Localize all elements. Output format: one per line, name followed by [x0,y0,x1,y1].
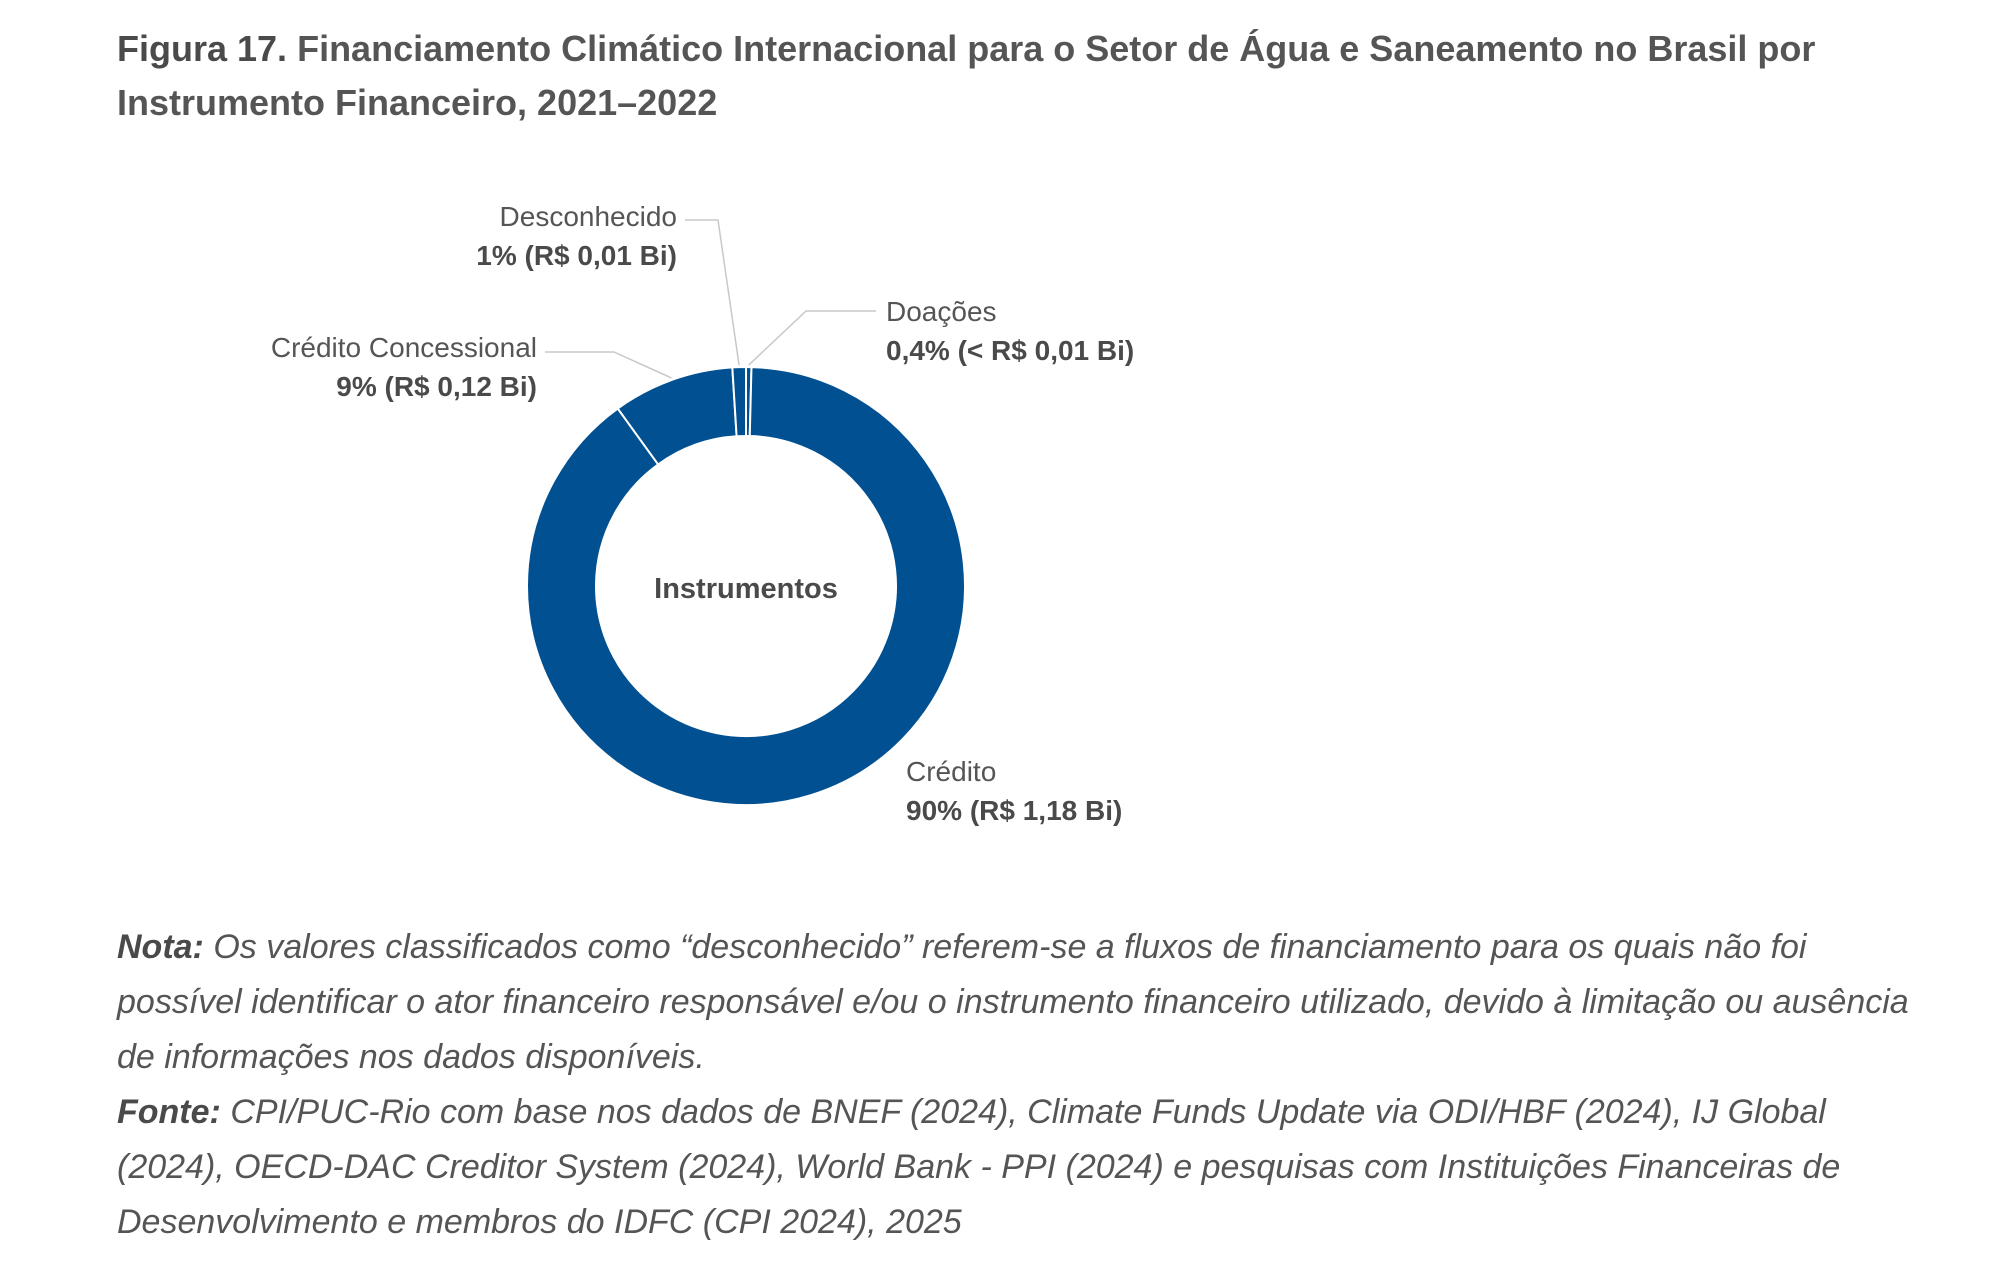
slice-value-credito: 90% (R$ 1,18 Bi) [906,795,1123,826]
nota-paragraph [117,920,1917,1085]
slice-value-desconhecido: 1% (R$ 0,01 Bi) [476,240,677,271]
slice-label-doacoes: Doações [886,296,997,327]
slice-label-desconhecido: Desconhecido [499,201,677,232]
fonte-paragraph [117,1085,1917,1250]
fonte-text: CPI/PUC-Rio com base nos dados de BNEF (2024), Climate Funds Update via ODI/HBF (2024), IJ Global (2024), OECD-DAC Creditor System (2024), World Bank - PPI (2024) e pesquisas com Instituições Financeiras de Desenvolvimento e membros do IDFC (CPI 2024), 2025 [117,1093,1841,1241]
slice-label-credito: Crédito [906,756,997,787]
notes-block [117,920,1917,1250]
slice-value-doacoes: 0,4% (< R$ 0,01 Bi) [886,335,1135,366]
fonte-label: Fonte: [117,1093,221,1131]
leader-line-credito-concessional [545,352,671,378]
figure-number: Figura 17. [117,28,288,69]
slice-value-credito-concessional: 9% (R$ 0,12 Bi) [336,371,537,402]
donut-center-label: Instrumentos [654,573,838,605]
leader-line-desconhecido [685,220,739,365]
figure-title-text: Financiamento Climático Internacional para o Setor de Água e Saneamento no Brasil por Instrumento Financeiro, 2021–2022 [117,28,1816,123]
leader-line-doacoes [749,311,876,365]
slice-label-credito-concessional: Crédito Concessional [270,332,537,363]
nota-text: Os valores classificados como “desconhecido” referem-se a fluxos de financiamento para os quais não foi possível identificar o ator financeiro responsável e/ou o instrumento financeiro utilizado, devido à limitação ou ausência de informações nos dados disponíveis. [117,928,1909,1076]
nota-label: Nota: [117,928,204,966]
